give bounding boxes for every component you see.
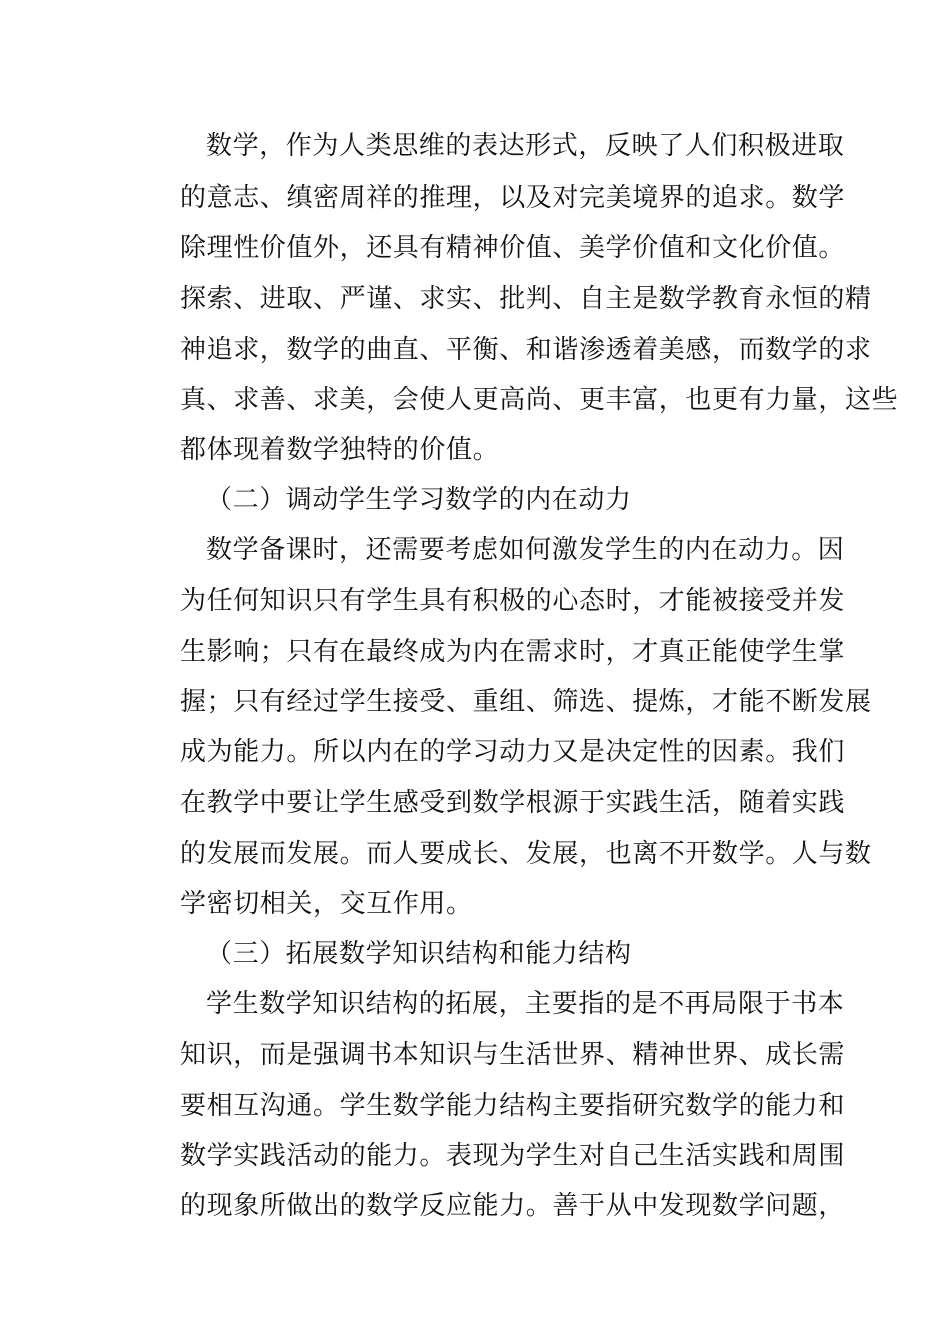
paragraph-3-line-5: 的现象所做出的数学反应能力。善于从中发现数学问题， xyxy=(180,1191,846,1221)
paragraph-3-line-4: 数学实践活动的能力。表现为学生对自己生活实践和周围 xyxy=(180,1141,846,1171)
paragraph-3-line-3: 要相互沟通。学生数学能力结构主要指研究数学的能力和 xyxy=(180,1091,846,1121)
paragraph-1-line-4: 探索、进取、严谨、求实、批判、自主是数学教育永恒的精 xyxy=(180,284,872,314)
section-heading-3: （三）拓展数学知识结构和能力结构 xyxy=(206,939,632,969)
paragraph-3-line-2: 知识，而是强调书本知识与生活世界、精神世界、成长需 xyxy=(180,1040,846,1070)
paragraph-1-line-6: 真、求善、求美，会使人更高尚、更丰富，也更有力量，这些 xyxy=(180,385,899,415)
paragraph-1-line-7: 都体现着数学独特的价值。 xyxy=(180,435,500,465)
paragraph-1-line-5: 神追求，数学的曲直、平衡、和谐渗透着美感，而数学的求 xyxy=(180,335,872,365)
paragraph-2-line-4: 握；只有经过学生接受、重组、筛选、提炼，才能不断发展 xyxy=(180,687,872,717)
paragraph-1-line-3: 除理性价值外，还具有精神价值、美学价值和文化价值。 xyxy=(180,233,846,263)
paragraph-2-line-7: 的发展而发展。而人要成长、发展，也离不开数学。人与数 xyxy=(180,839,872,869)
paragraph-2-line-5: 成为能力。所以内在的学习动力又是决定性的因素。我们 xyxy=(180,737,846,767)
paragraph-2-line-6: 在教学中要让学生感受到数学根源于实践生活，随着实践 xyxy=(180,788,846,818)
paragraph-2-line-8: 学密切相关，交互作用。 xyxy=(180,889,473,919)
paragraph-2-line-1: 数学备课时，还需要考虑如何激发学生的内在动力。因 xyxy=(206,535,845,565)
section-heading-2: （二）调动学生学习数学的内在动力 xyxy=(206,485,632,515)
paragraph-1-line-1: 数学，作为人类思维的表达形式，反映了人们积极进取 xyxy=(206,131,845,161)
paragraph-2-line-3: 生影响；只有在最终成为内在需求时，才真正能使学生掌 xyxy=(180,637,846,667)
paragraph-1-line-2: 的意志、缜密周祥的推理，以及对完美境界的追求。数学 xyxy=(180,183,846,213)
paragraph-2-line-2: 为任何知识只有学生具有积极的心态时，才能被接受并发 xyxy=(180,586,846,616)
paragraph-3-line-1: 学生数学知识结构的拓展，主要指的是不再局限于书本 xyxy=(206,989,845,1019)
